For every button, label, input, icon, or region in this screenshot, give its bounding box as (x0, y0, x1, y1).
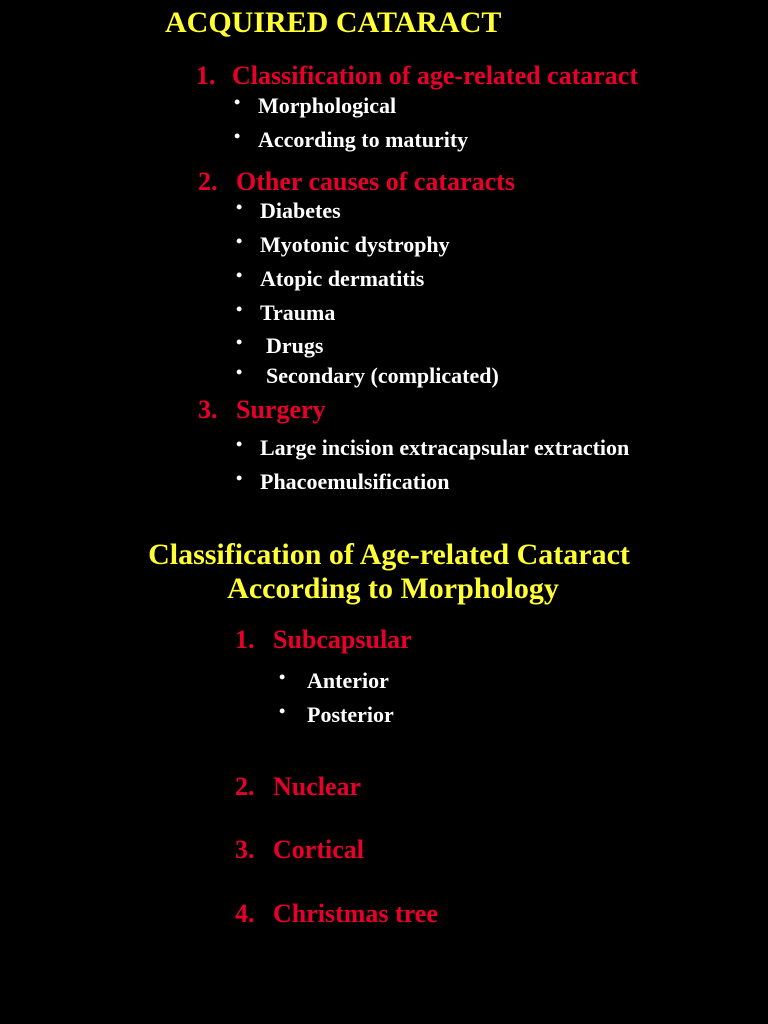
bullet-text: Large incision extracapsular extraction (260, 435, 630, 460)
section1-item-1 (196, 61, 638, 91)
section1-item-2-bullet-1 (236, 198, 341, 224)
section2-item-4 (235, 899, 438, 929)
item-label: Nuclear (273, 772, 362, 801)
bullet-text: Morphological (258, 93, 397, 118)
bullet-icon: • (236, 231, 243, 251)
bullet-icon: • (236, 299, 243, 319)
item-label: Cortical (273, 835, 364, 864)
bullet-icon: • (279, 667, 286, 687)
bullet-text: Trauma (260, 300, 336, 325)
section2-title-line-2: According to Morphology (227, 572, 559, 605)
item-number: 1. (196, 61, 216, 90)
bullet-text: Anterior (307, 668, 389, 693)
bullet-text: According to maturity (258, 127, 469, 152)
bullet-icon: • (236, 197, 243, 217)
bullet-icon: • (236, 332, 243, 352)
bullet-icon: • (234, 92, 241, 112)
item-number: 3. (198, 395, 218, 424)
bullet-text: Posterior (307, 702, 394, 727)
section2-item-1 (235, 625, 412, 655)
section1-item-3-bullet-1 (236, 435, 629, 461)
bullet-text: Phacoemulsification (260, 469, 450, 494)
bullet-text: Secondary (complicated) (266, 363, 499, 388)
bullet-text: Diabetes (260, 198, 341, 223)
section1-item-2-bullet-6 (236, 363, 499, 389)
bullet-icon: • (236, 434, 243, 454)
section1-item-2-bullet-2 (236, 232, 450, 258)
item-label: Christmas tree (273, 899, 438, 928)
bullet-icon: • (234, 126, 241, 146)
section1-item-3-bullet-2 (236, 469, 449, 495)
item-number: 2. (235, 772, 255, 801)
item-label: Subcapsular (273, 625, 412, 654)
section1-item-1-bullet-1 (234, 93, 396, 119)
section2-item-1-bullet-2 (279, 702, 394, 728)
bullet-text: Myotonic dystrophy (260, 232, 450, 257)
section2-item-1-bullet-1 (279, 668, 389, 694)
section1-item-2 (198, 167, 515, 197)
item-number: 3. (235, 835, 255, 864)
bullet-icon: • (279, 701, 286, 721)
item-number: 4. (235, 899, 255, 928)
item-number: 1. (235, 625, 255, 654)
bullet-text: Drugs (266, 333, 324, 358)
section1-item-2-bullet-5 (236, 333, 323, 359)
section1-item-3 (198, 395, 326, 425)
section1-item-1-bullet-2 (234, 127, 468, 153)
section1-title: ACQUIRED CATARACT (165, 6, 502, 39)
bullet-icon: • (236, 468, 243, 488)
section2-title-line-1: Classification of Age-related Cataract (148, 538, 630, 571)
item-number: 2. (198, 167, 218, 196)
item-label: Surgery (236, 395, 326, 424)
bullet-icon: • (236, 265, 243, 285)
item-label: Classification of age-related cataract (232, 61, 639, 90)
section1-item-2-bullet-4 (236, 300, 335, 326)
section2-item-2 (235, 772, 361, 802)
section2-item-3 (235, 835, 364, 865)
bullet-icon: • (236, 362, 243, 382)
item-label: Other causes of cataracts (236, 167, 515, 196)
bullet-text: Atopic dermatitis (260, 266, 425, 291)
section1-item-2-bullet-3 (236, 266, 424, 292)
